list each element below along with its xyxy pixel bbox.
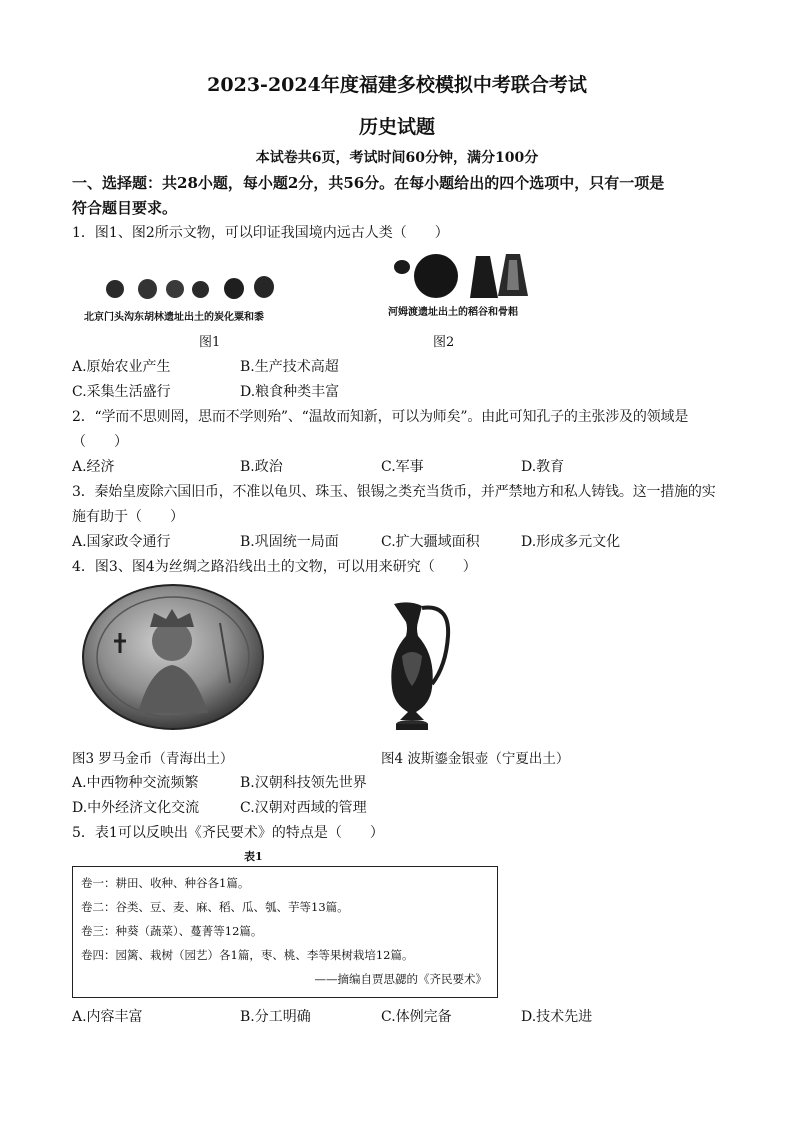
q5-option-b: B.分工明确 xyxy=(240,1009,311,1025)
q2-option-d: D.教育 xyxy=(521,459,565,475)
table-source: ——摘编自贾思勰的《齐民要术》 xyxy=(314,972,487,986)
table-row: 卷二：谷类、豆、麦、麻、稻、瓜、瓠、芋等13篇。 xyxy=(81,900,349,914)
table-1-title: 表1 xyxy=(244,850,263,863)
subject-title: 历史试题 xyxy=(358,116,435,138)
figure-2-label: 图2 xyxy=(433,335,455,350)
q4-option-b: B.汉朝科技领先世界 xyxy=(240,775,367,791)
exam-note: 本试卷共6页，考试时间60分钟，满分100分 xyxy=(255,150,539,166)
figure-1-image xyxy=(80,268,310,306)
table-row: 卷三：种葵（蔬菜）、蔓菁等12篇。 xyxy=(81,924,263,938)
q2-stem-line1: 2．“学而不思则罔，思而不学则殆”、“温故而知新，可以为师矣”。由此可知孔子的主张涉及的领域是 xyxy=(72,409,689,425)
table-row: 卷四：园篱、栽树（园艺）各1篇，枣、桃、李等果树栽培12篇。 xyxy=(81,948,414,962)
exam-title: 2023-2024年度福建多校模拟中考联合考试 xyxy=(207,74,587,96)
figure-4-persian-ewer-image xyxy=(380,596,460,738)
q5-option-d: D.技术先进 xyxy=(521,1009,593,1025)
q3-option-b: B.巩固统一局面 xyxy=(240,534,339,550)
figure-3-caption: 图3 罗马金币（青海出土） xyxy=(72,751,234,767)
figure-4-caption: 图4 波斯鎏金银壶（宁夏出土） xyxy=(381,751,570,767)
q4-option-a: A.中西物种交流频繁 xyxy=(72,775,199,791)
figure-2-inner-caption: 河姆渡遗址出土的稻谷和骨耜 xyxy=(388,307,518,318)
table-row: 卷一：耕田、收种、种谷各1篇。 xyxy=(81,876,250,890)
q1-option-a: A.原始农业产生 xyxy=(72,359,171,375)
q2-option-b: B.政治 xyxy=(240,459,283,475)
figure-1-label: 图1 xyxy=(199,335,221,350)
figure-2-image xyxy=(390,250,550,306)
q4-stem: 4．图3、图4为丝绸之路沿线出土的文物，可以用来研究（ ） xyxy=(72,559,477,575)
section-instruction-line2: 符合题目要求。 xyxy=(72,199,178,217)
q1-option-b: B.生产技术高超 xyxy=(240,359,339,375)
q5-stem: 5．表1可以反映出《齐民要术》的特点是（ ） xyxy=(72,825,384,841)
q2-stem-line2: （ ） xyxy=(72,434,128,450)
q3-option-c: C.扩大疆域面积 xyxy=(381,534,480,550)
q3-stem-line1: 3．秦始皇废除六国旧币，不准以龟贝、珠玉、银锡之类充当货币，并严禁地方和私人铸钱。这一措施的实 xyxy=(72,484,716,500)
q3-option-a: A.国家政令通行 xyxy=(72,534,171,550)
q4-option-d: D.中外经济文化交流 xyxy=(72,800,200,816)
q3-stem-line2: 施有助于（ ） xyxy=(72,509,184,525)
q3-option-d: D.形成多元文化 xyxy=(521,534,621,550)
q4-option-c: C.汉朝对西域的管理 xyxy=(240,800,367,816)
figure-3-roman-coin-image xyxy=(80,583,266,733)
q1-option-c: C.采集生活盛行 xyxy=(72,384,171,400)
table-1 xyxy=(72,866,498,998)
q1-option-d: D.粮食种类丰富 xyxy=(240,384,340,400)
figure-1-inner-caption: 北京门头沟东胡林遗址出土的炭化粟和黍 xyxy=(84,312,264,323)
section-instruction-line1: 一、选择题：共28小题，每小题2分，共56分。在每小题给出的四个选项中，只有一项是 xyxy=(72,174,665,192)
q5-option-a: A.内容丰富 xyxy=(72,1009,143,1025)
q2-option-c: C.军事 xyxy=(381,459,424,475)
q2-option-a: A.经济 xyxy=(72,459,115,475)
q5-option-c: C.体例完备 xyxy=(381,1009,452,1025)
q1-stem: 1．图1、图2所示文物，可以印证我国境内远古人类（ ） xyxy=(72,225,449,241)
